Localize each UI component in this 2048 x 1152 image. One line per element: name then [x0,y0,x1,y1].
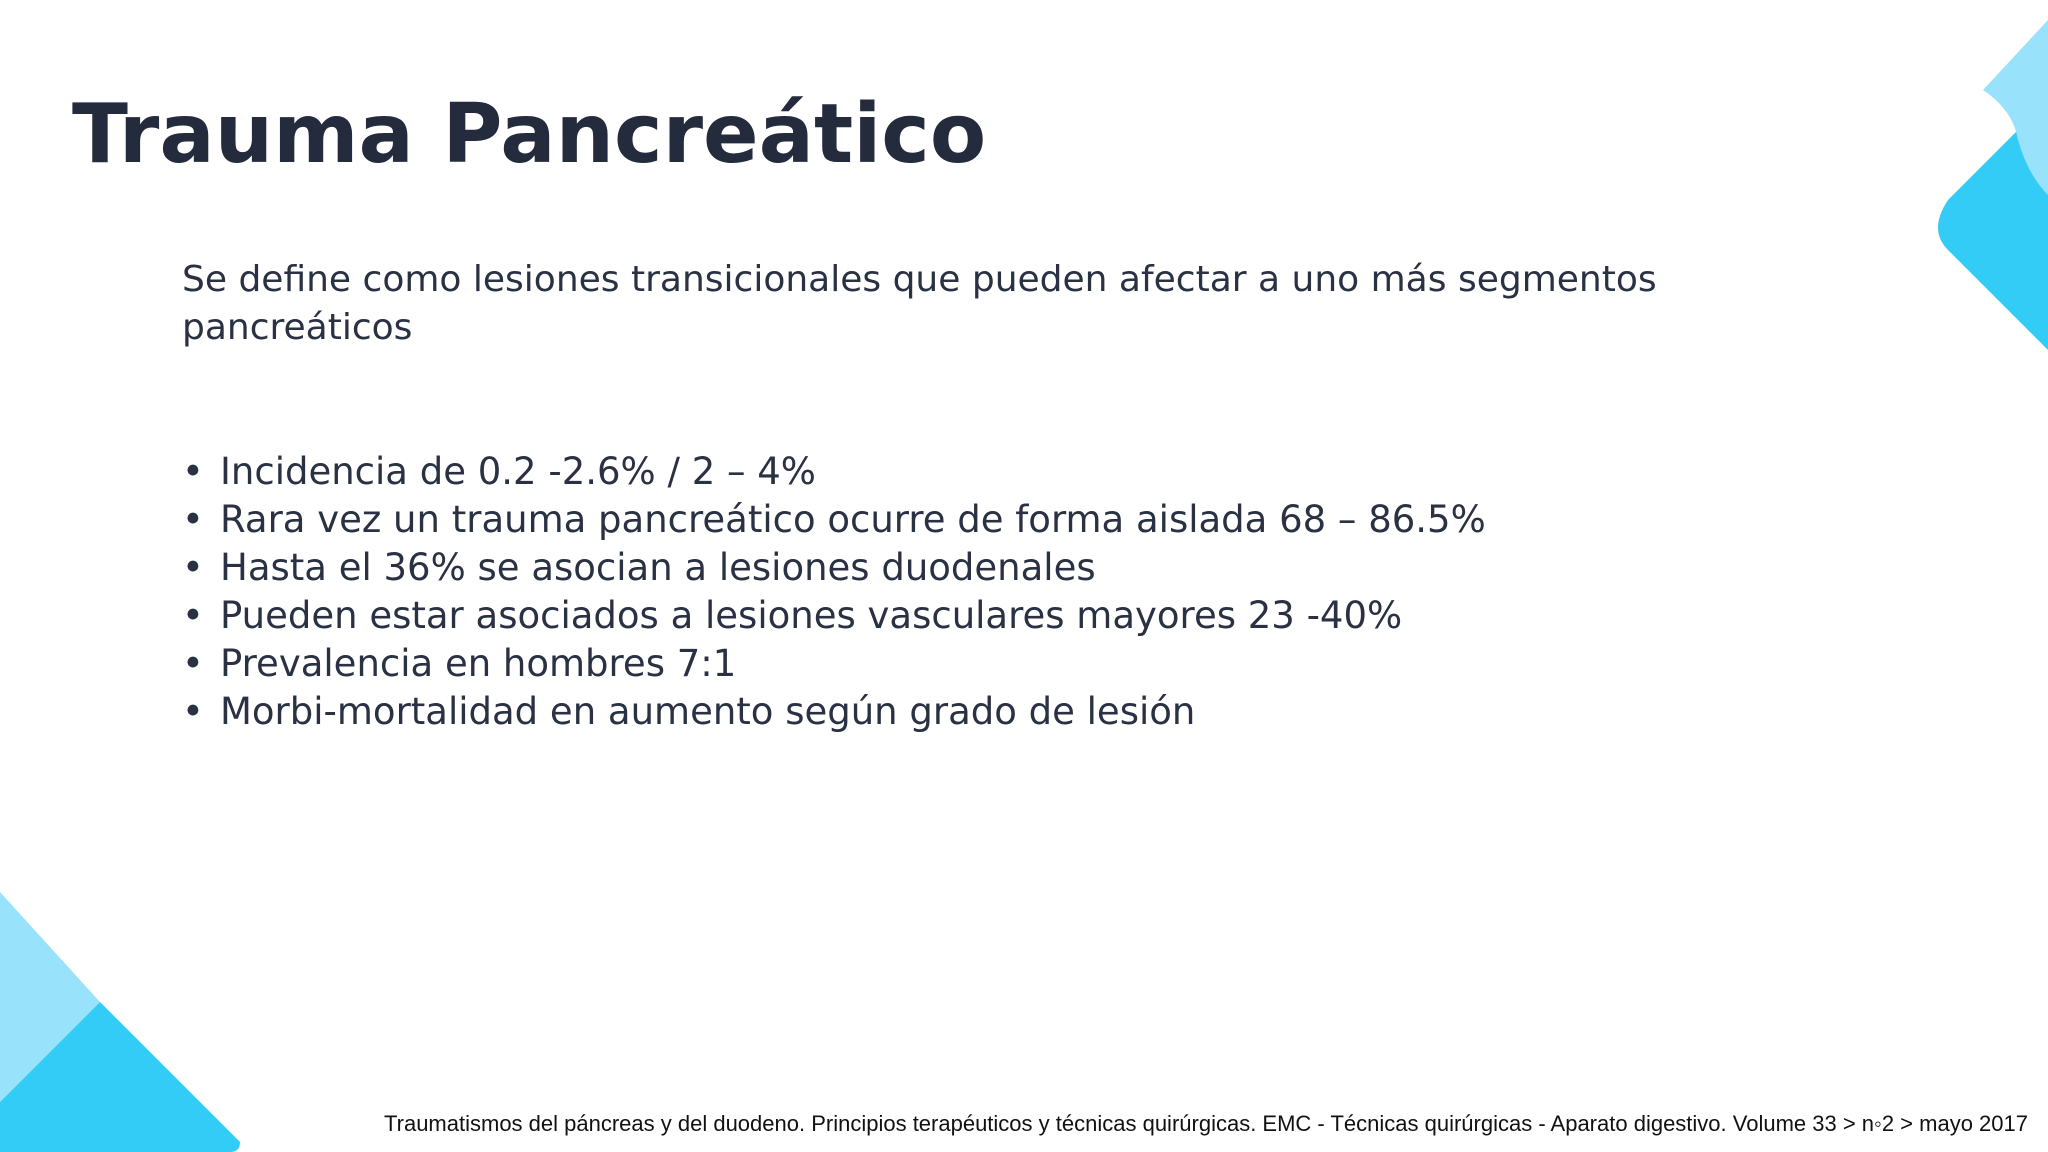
bullet-dot: • [182,498,204,541]
decorative-shape-top-right [1888,0,2048,360]
slide-title: Trauma Pancreático [72,87,987,182]
list-item [182,640,1486,688]
list-item [182,544,1486,592]
list-item [182,448,1486,496]
bullet-text: Rara vez un trauma pancreático ocurre de forma aislada 68 – 86.5% [220,498,1486,541]
intro-text: Se define como lesiones transicionales que pueden afectar a uno más segmentos pancreáticos [182,259,1657,348]
bullet-dot: • [182,546,204,589]
bullet-dot: • [182,690,204,733]
bullet-dot: • [182,450,204,493]
list-item [182,688,1486,736]
bullet-text: Hasta el 36% se asocian a lesiones duodenales [220,546,1096,589]
list-item [182,592,1486,640]
citation-text: Traumatismos del páncreas y del duodeno. Principios terapéuticos y técnicas quirúrgicas. EMC - Técnicas quirúrgicas - Aparato digestivo. Volume 33 > n◦2 > mayo 2017 [384,1111,2028,1136]
bullet-text: Morbi-mortalidad en aumento según grado de lesión [220,690,1196,733]
bullet-dot: • [182,642,204,685]
list-item [182,496,1486,544]
bullet-text: Pueden estar asociados a lesiones vasculares mayores 23 -40% [220,594,1403,637]
bullet-text: Prevalencia en hombres 7:1 [220,642,737,685]
bullet-list [182,448,1486,736]
bullet-dot: • [182,594,204,637]
decorative-shape-bottom-left [0,892,250,1152]
bullet-text: Incidencia de 0.2 -2.6% / 2 – 4% [220,450,816,493]
